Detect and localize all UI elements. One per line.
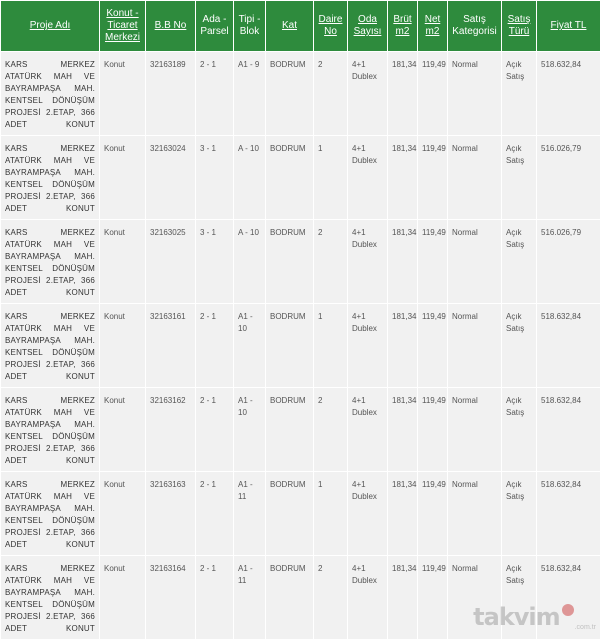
cell-brut: 181,34 [388, 472, 418, 556]
cell-kategori: Normal [448, 388, 502, 472]
watermark-dot-icon [562, 604, 574, 616]
table-row [1, 388, 600, 472]
cell-tur: Açık Satış [502, 472, 537, 556]
cell-daire: 2 [314, 52, 348, 136]
table-row [1, 136, 600, 220]
cell-daire: 1 [314, 472, 348, 556]
cell-ada: 2 - 1 [196, 52, 234, 136]
table-body [1, 52, 600, 640]
column-header-10 [448, 1, 502, 52]
column-header-label: Tipi - Blok [239, 14, 261, 37]
column-header-label: Kat [282, 20, 297, 31]
cell-tipi: A - 10 [234, 136, 266, 220]
column-header-12[interactable] [537, 1, 600, 52]
cell-brut: 181,34 [388, 220, 418, 304]
column-header-label: Proje Adı [30, 20, 71, 31]
cell-konut: Konut [100, 136, 146, 220]
cell-tipi: A1 - 9 [234, 52, 266, 136]
column-header-7[interactable] [348, 1, 388, 52]
cell-bbno: 32163025 [146, 220, 196, 304]
cell-daire: 1 [314, 136, 348, 220]
cell-tur: Açık Satış [502, 52, 537, 136]
cell-brut: 181,34 [388, 304, 418, 388]
watermark-suffix: .com.tr [575, 624, 596, 631]
cell-tipi: A1 - 11 [234, 556, 266, 640]
cell-tur: Açık Satış [502, 136, 537, 220]
cell-ada: 2 - 1 [196, 556, 234, 640]
cell-konut: Konut [100, 304, 146, 388]
cell-konut: Konut [100, 52, 146, 136]
cell-oda: 4+1 Dublex [348, 220, 388, 304]
cell-brut: 181,34 [388, 556, 418, 640]
table-row [1, 220, 600, 304]
column-header-8[interactable] [388, 1, 418, 52]
cell-fiyat: 518.632,84 [537, 556, 600, 640]
cell-ada: 2 - 1 [196, 304, 234, 388]
column-header-label: Fiyat TL [551, 20, 587, 31]
column-header-label: Net m2 [425, 14, 441, 37]
cell-kat: BODRUM [266, 388, 314, 472]
column-header-label: Ada - Parsel [200, 14, 228, 37]
cell-brut: 181,34 [388, 388, 418, 472]
cell-proje: KARS MERKEZ ATATÜRK MAH VE BAYRAMPAŞA MAH. KENTSEL DÖNÜŞÜM PROJESİ 2.ETAP, 366 ADET KONUT [1, 388, 100, 472]
watermark-logo-text: takvim [473, 603, 560, 631]
cell-fiyat: 516.026,79 [537, 220, 600, 304]
cell-oda: 4+1 Dublex [348, 556, 388, 640]
cell-fiyat: 518.632,84 [537, 52, 600, 136]
cell-daire: 1 [314, 304, 348, 388]
cell-tipi: A1 - 10 [234, 304, 266, 388]
cell-oda: 4+1 Dublex [348, 472, 388, 556]
table-row [1, 472, 600, 556]
cell-kat: BODRUM [266, 556, 314, 640]
cell-brut: 181,34 [388, 52, 418, 136]
cell-fiyat: 516.026,79 [537, 136, 600, 220]
column-header-label: Daire No [319, 14, 343, 37]
column-header-label: Konut - Ticaret Merkezi [105, 8, 140, 43]
table-row [1, 52, 600, 136]
column-header-label: Oda Sayısı [354, 14, 382, 37]
cell-net: 119,49 [418, 472, 448, 556]
column-header-6[interactable] [314, 1, 348, 52]
cell-fiyat: 518.632,84 [537, 388, 600, 472]
cell-tipi: A - 10 [234, 220, 266, 304]
table-row [1, 304, 600, 388]
cell-bbno: 32163164 [146, 556, 196, 640]
cell-daire: 2 [314, 388, 348, 472]
cell-kategori: Normal [448, 304, 502, 388]
cell-kat: BODRUM [266, 52, 314, 136]
column-header-4 [234, 1, 266, 52]
cell-net: 119,49 [418, 388, 448, 472]
cell-kat: BODRUM [266, 472, 314, 556]
column-header-5[interactable] [266, 1, 314, 52]
cell-proje: KARS MERKEZ ATATÜRK MAH VE BAYRAMPAŞA MAH. KENTSEL DÖNÜŞÜM PROJESİ 2.ETAP, 366 ADET KONUT [1, 220, 100, 304]
cell-proje: KARS MERKEZ ATATÜRK MAH VE BAYRAMPAŞA MAH. KENTSEL DÖNÜŞÜM PROJESİ 2.ETAP, 366 ADET KONUT [1, 556, 100, 640]
cell-bbno: 32163162 [146, 388, 196, 472]
column-header-label: B.B No [155, 20, 187, 31]
cell-fiyat: 518.632,84 [537, 472, 600, 556]
cell-kategori: Normal [448, 52, 502, 136]
cell-bbno: 32163024 [146, 136, 196, 220]
cell-kategori: Normal [448, 556, 502, 640]
cell-ada: 2 - 1 [196, 472, 234, 556]
cell-oda: 4+1 Dublex [348, 136, 388, 220]
cell-proje: KARS MERKEZ ATATÜRK MAH VE BAYRAMPAŞA MAH. KENTSEL DÖNÜŞÜM PROJESİ 2.ETAP, 366 ADET KONUT [1, 52, 100, 136]
cell-proje: KARS MERKEZ ATATÜRK MAH VE BAYRAMPAŞA MAH. KENTSEL DÖNÜŞÜM PROJESİ 2.ETAP, 366 ADET KONUT [1, 304, 100, 388]
cell-ada: 3 - 1 [196, 136, 234, 220]
cell-net: 119,49 [418, 52, 448, 136]
cell-tur: Açık Satış [502, 220, 537, 304]
cell-oda: 4+1 Dublex [348, 304, 388, 388]
takvim-watermark [473, 603, 596, 631]
cell-daire: 2 [314, 220, 348, 304]
cell-kat: BODRUM [266, 220, 314, 304]
cell-brut: 181,34 [388, 136, 418, 220]
cell-konut: Konut [100, 220, 146, 304]
cell-proje: KARS MERKEZ ATATÜRK MAH VE BAYRAMPAŞA MAH. KENTSEL DÖNÜŞÜM PROJESİ 2.ETAP, 366 ADET KONUT [1, 472, 100, 556]
column-header-label: Brüt m2 [393, 14, 411, 37]
table-header-row [1, 1, 600, 52]
cell-net: 119,49 [418, 136, 448, 220]
cell-kat: BODRUM [266, 136, 314, 220]
cell-kategori: Normal [448, 220, 502, 304]
cell-kat: BODRUM [266, 304, 314, 388]
cell-net: 119,49 [418, 304, 448, 388]
cell-tur: Açık Satış [502, 556, 537, 640]
cell-daire: 2 [314, 556, 348, 640]
cell-tipi: A1 - 10 [234, 388, 266, 472]
column-header-3 [196, 1, 234, 52]
cell-oda: 4+1 Dublex [348, 388, 388, 472]
cell-tipi: A1 - 11 [234, 472, 266, 556]
column-header-label: Satış Kategorisi [452, 14, 496, 37]
cell-tur: Açık Satış [502, 304, 537, 388]
cell-kategori: Normal [448, 472, 502, 556]
column-header-1[interactable] [100, 1, 146, 52]
column-header-0[interactable] [1, 1, 100, 52]
cell-oda: 4+1 Dublex [348, 52, 388, 136]
cell-konut: Konut [100, 388, 146, 472]
cell-ada: 2 - 1 [196, 388, 234, 472]
cell-proje: KARS MERKEZ ATATÜRK MAH VE BAYRAMPAŞA MAH. KENTSEL DÖNÜŞÜM PROJESİ 2.ETAP, 366 ADET KONUT [1, 136, 100, 220]
column-header-9[interactable] [418, 1, 448, 52]
cell-tur: Açık Satış [502, 388, 537, 472]
cell-konut: Konut [100, 472, 146, 556]
cell-bbno: 32163189 [146, 52, 196, 136]
cell-bbno: 32163163 [146, 472, 196, 556]
column-header-label: Satış Türü [508, 14, 531, 37]
cell-net: 119,49 [418, 220, 448, 304]
cell-bbno: 32163161 [146, 304, 196, 388]
column-header-11[interactable] [502, 1, 537, 52]
column-header-2[interactable] [146, 1, 196, 52]
cell-konut: Konut [100, 556, 146, 640]
cell-kategori: Normal [448, 136, 502, 220]
cell-ada: 3 - 1 [196, 220, 234, 304]
cell-net: 119,49 [418, 556, 448, 640]
cell-fiyat: 518.632,84 [537, 304, 600, 388]
